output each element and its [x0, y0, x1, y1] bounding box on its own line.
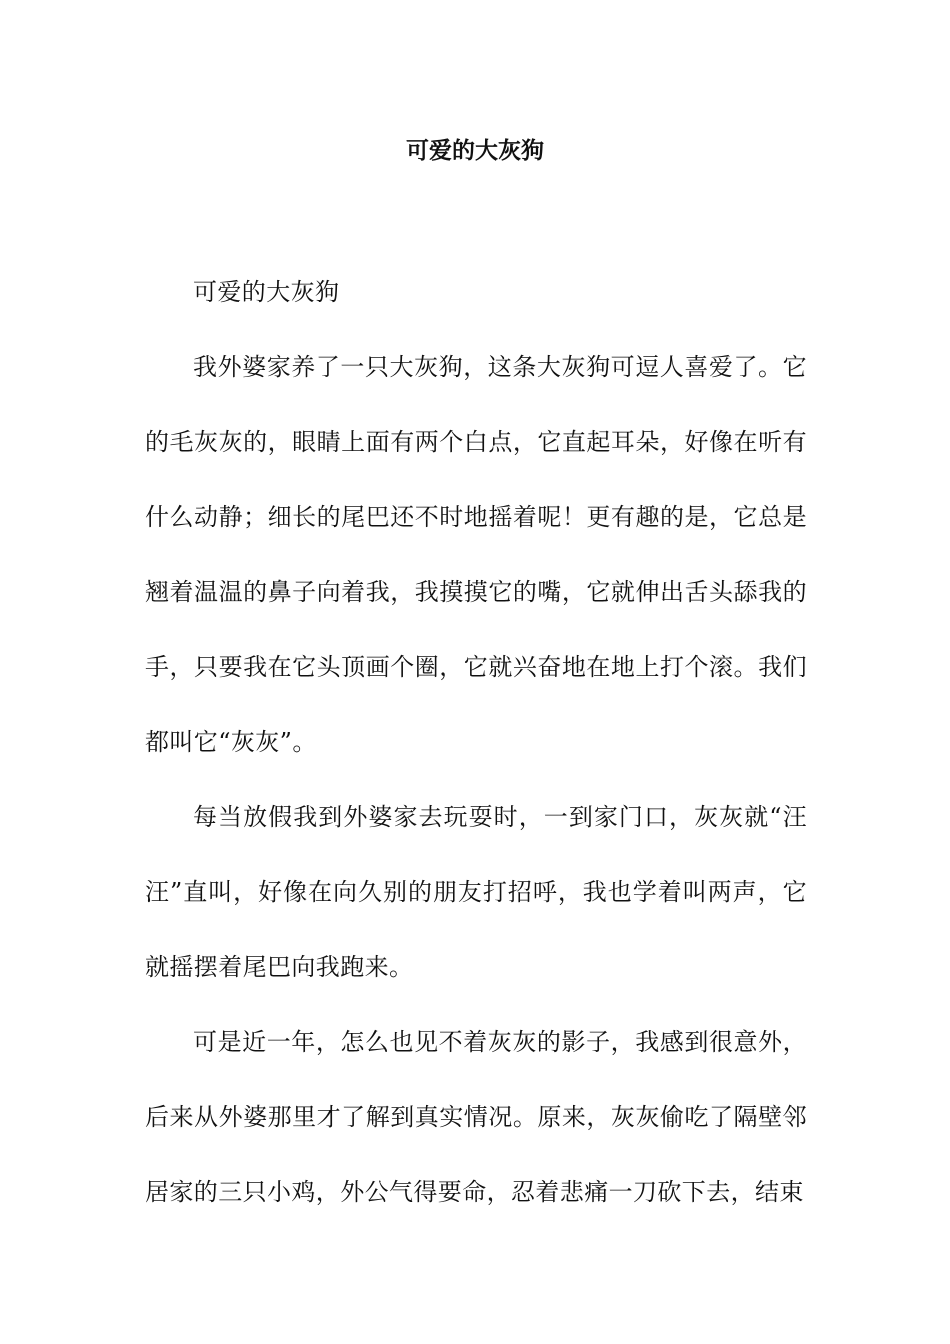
paragraph-subtitle: 可爱的大灰狗 [193, 278, 340, 306]
paragraph-dog-description: 我外婆家养了一只大灰狗，这条大灰狗可逗人喜爱了。它的毛灰灰的，眼睛上面有两个白点，它直起耳朵，好像在听有什么动静；细长的尾巴还不时地摇着呢！更有趣的是，它总是翘着温温的鼻子向着我，我摸摸它的嘴，它就伸出舌头舔我的手，只要我在它头顶画个圈，它就兴奋地在地上打个滚。我们都叫它“灰灰”。 [145, 353, 807, 756]
paragraph-dog-disappearance: 可是近一年，怎么也见不着灰灰的影子，我感到很意外，后来从外婆那里才了解到真实情况。原来，灰灰偷吃了隔壁邻居家的三只小鸡，外公气得要命，忍着悲痛一刀砍下去，结束 [145, 1028, 807, 1206]
document-body [145, 255, 807, 1230]
paragraph-visit-greeting: 每当放假我到外婆家去玩耍时，一到家门口，灰灰就“汪汪”直叫，好像在向久别的朋友打招呼，我也学着叫两声，它就摇摆着尾巴向我跑来。 [145, 803, 807, 981]
document-title: 可爱的大灰狗 [406, 138, 544, 164]
